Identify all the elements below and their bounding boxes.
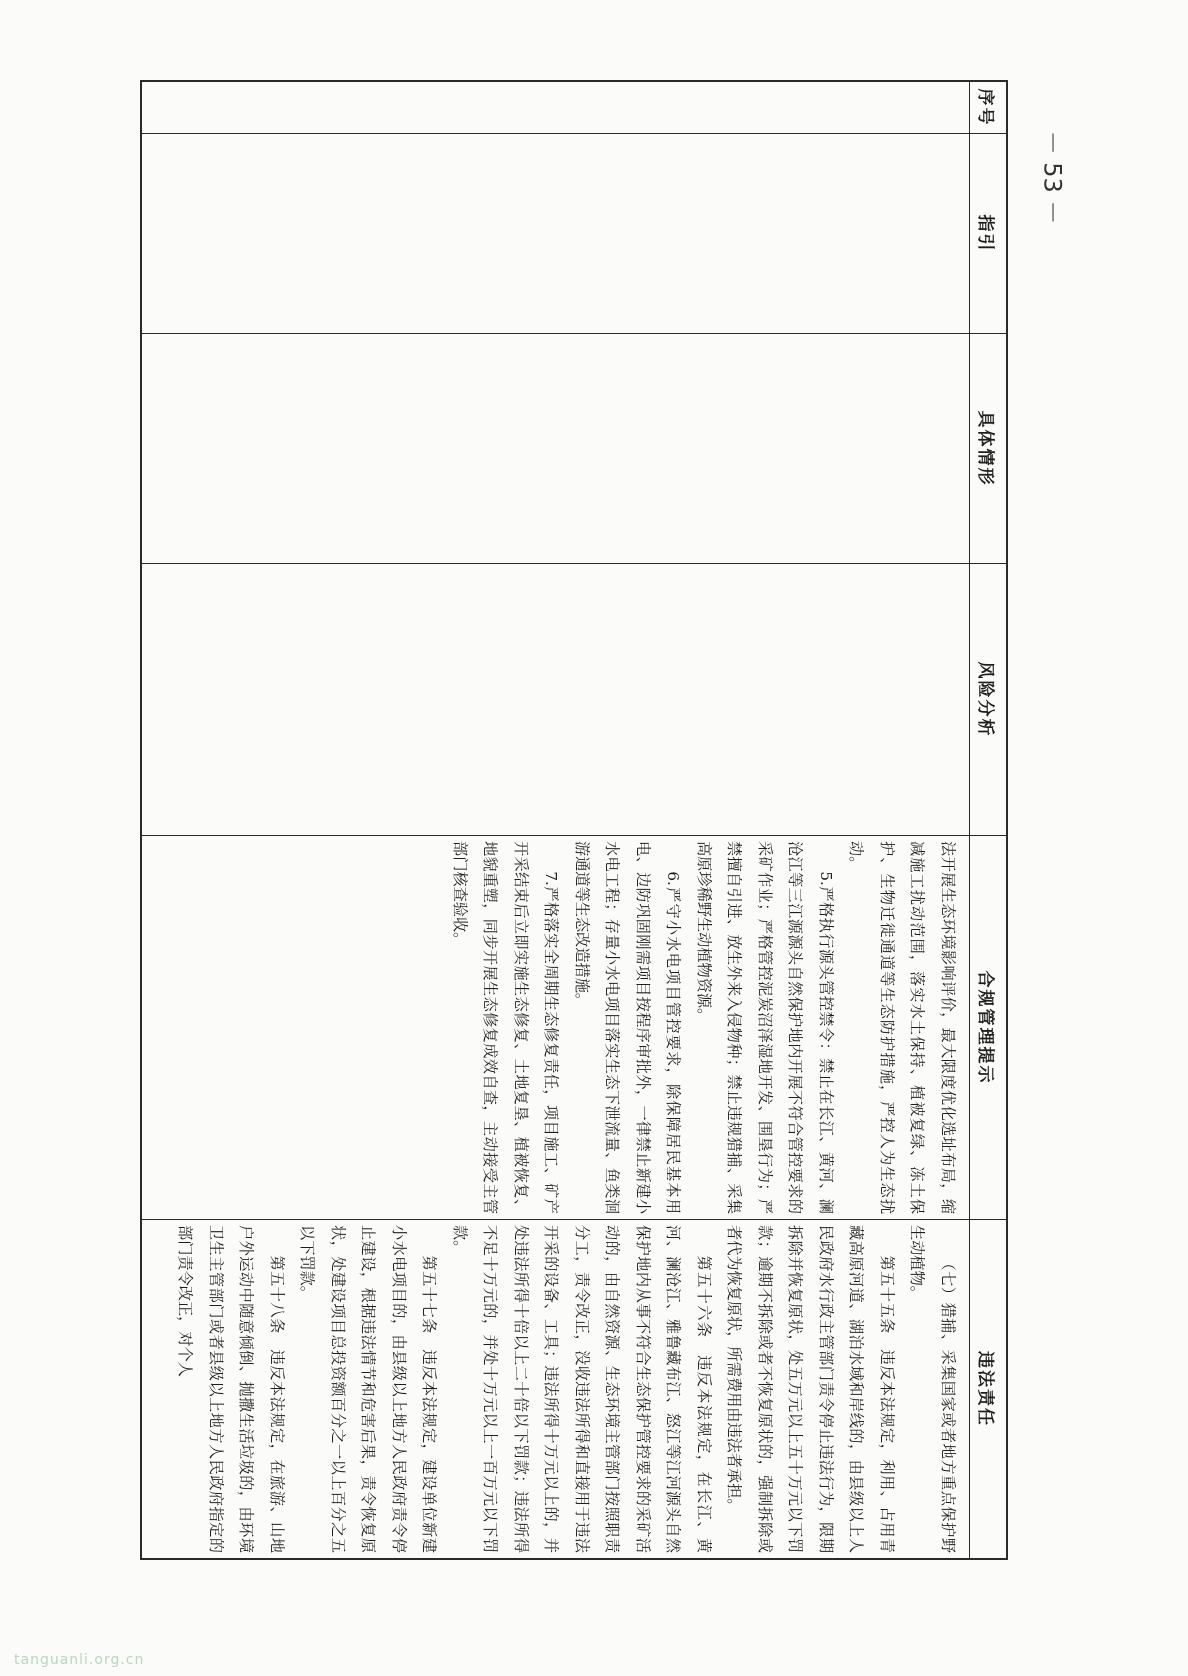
regulation-table	[140, 80, 1008, 1560]
header-situation: 具体情形	[970, 334, 1006, 564]
liability-paragraph: 第五十八条 违反本法规定，在旅游、山地户外运动中随意倾倒、抛撒生活垃圾的，由环境卫生主管部门或者县级以上地方人民政府指定的部门责令改正，对个人	[176, 1225, 286, 1553]
liability-paragraph: （七）猎捕、采集国家或者地方重点保护野生动植物。	[908, 1225, 957, 1553]
cell-liability	[142, 1220, 969, 1558]
site-watermark: tanguanli.org.cn	[14, 1652, 145, 1668]
compliance-paragraph: 7.严格落实全周期生态修复责任，项目施工、矿产开采结束后立即实施生态修复、土地复垦、植被恢复、地貌重塑，同步开展生态修复成效自查，主动接受主管部门核查验收。	[451, 841, 561, 1214]
header-reference: 指引	[970, 134, 1006, 334]
header-compliance: 合规管理提示	[970, 836, 1006, 1220]
liability-paragraph: 第五十七条 违反本法规定，建设单位新建小水电项目的，由县级以上地方人民政府责令停止建设，根据违法情节和危害后果，责令恢复原状，处建设项目总投资额百分之一以上百分之五以下罚款。	[298, 1225, 439, 1553]
cell-reference	[142, 134, 969, 334]
liability-paragraph: 第五十六条 违反本法规定，在长江、黄河、澜沧江、雅鲁藏布江、怒江等江河源头自然保护地内从事不符合生态保护管控要求的采矿活动的，由自然资源、生态环境主管部门按照职责分工，责令改正，没收违法所得和直接用于违法开采的设备、工具；违法所得十万元以上的，并处违法所得十倍以上二十倍以下罚款；违法所得不足十万元的，并处十万元以上一百万元以下罚款。	[451, 1225, 713, 1553]
table-header-row	[969, 82, 1006, 1558]
page-number: － 53 －	[1038, 130, 1067, 225]
cell-risk	[142, 564, 969, 836]
cell-compliance	[142, 836, 969, 1220]
liability-paragraph: 第五十五条 违反本法规定，利用、占用青藏高原河道、湖泊水域和岸线的，由县级以上人民政府水行政主管部门责令停止违法行为，限期拆除并恢复原状，处五万元以上五十万元以下罚款；逾期不拆除或者不恢复原状的，强制拆除或者代为恢复原状，所需费用由违法者承担。	[725, 1225, 896, 1553]
header-liability: 违法责任	[975, 1351, 996, 1427]
table-body-row	[142, 82, 969, 1558]
cell-seq	[142, 82, 969, 134]
cell-situation	[142, 334, 969, 564]
header-seq: 序号	[970, 82, 1006, 134]
header-risk: 风险分析	[970, 564, 1006, 836]
compliance-paragraph: 法开展生态环境影响评价，最大限度优化选址布局，缩减施工扰动范围，落实水土保持、植被复绿、冻土保护、生物迁徙通道等生态防护措施，严控人为生态扰动。	[847, 841, 957, 1214]
compliance-paragraph: 6.严守小水电项目管控要求，除保障居民基本用电、边防巩固刚需项目按程序审批外，一律禁止新建小水电工程；存量小水电项目落实生态下泄流量、鱼类洄游通道等生态改造措施。	[573, 841, 683, 1214]
compliance-paragraph: 5.严格执行源头管控禁令：禁止在长江、黄河、澜沧江等三江源源头自然保护地内开展不符合管控要求的采矿作业；严格管控泥炭沼泽湿地开发、围垦行为；严禁擅自引进、放生外来入侵物种；禁止违规猎捕、采集高原珍稀野生动植物资源。	[695, 841, 835, 1214]
